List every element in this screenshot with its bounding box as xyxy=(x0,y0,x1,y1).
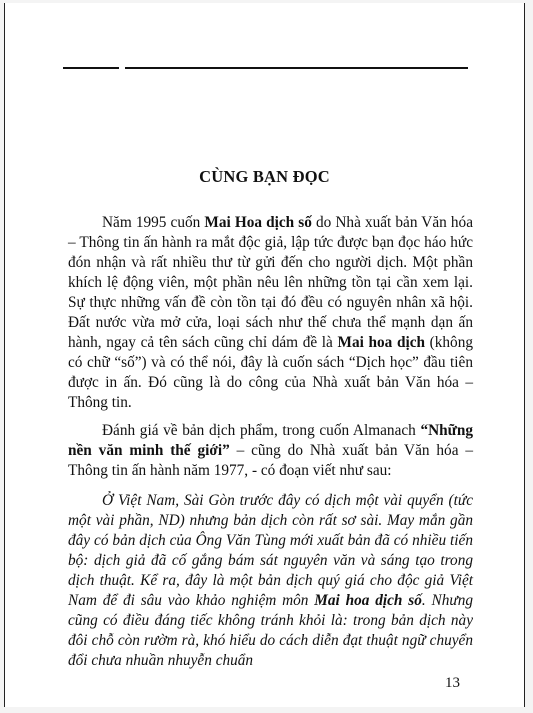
book-title-bold: Mai hoa dịch xyxy=(337,334,425,351)
body-text xyxy=(68,213,473,679)
paragraph-2: Đánh giá về bản dịch phẩm, trong cuốn Almanach “Những nền văn minh thế giới” – cũng do Nhà xuất bản Văn hóa – Thông tin ấn hành năm 1977, - có đoạn viết như sau: xyxy=(68,422,473,479)
page-number: 13 xyxy=(445,675,460,691)
almanach-title-bold: “Những nền văn minh thế giới” xyxy=(68,422,473,459)
book-page xyxy=(4,3,525,707)
paragraph-1: Năm 1995 cuốn Mai Hoa dịch số do Nhà xuất bản Văn hóa – Thông tin ấn hành ra mắt độc giả, lập tức được bạn đọc háo hức đón nhận và rất nhiều thư từ gửi đến cho người dịch. Một phần khích lệ động viên, một phần nêu lên những tồn tại cần xem lại. Sự thực những vấn đề còn tồn tại đó đều có nguyên nhân xã hội. Đất nước vừa mở cửa, loại sách như thế chưa thể mạnh dạn ấn hành, ngay cả tên sách cũng chỉ dám đề là Mai hoa dịch (không có chữ “số”) và có thể nói, đây là cuốn sách “Dịch học” đầu tiên được in ấn. Đó cũng là do công của Nhà xuất bản Văn hóa – Thông tin. xyxy=(68,214,473,411)
quote-paragraph: Ở Việt Nam, Sài Gòn trước đây có dịch một vài quyển (tức một vài phần, ND) nhưng bản dịch còn rất sơ sài. May mắn gần đây có bản dịch của Ông Văn Tùng mới xuất bản đã có nhiều tiến bộ: dịch giả đã cố gắng bám sát nguyên văn và sáng tạo trong dịch thuật. Kể ra, đây là một bản dịch quý giá cho độc giả Việt Nam để đi sâu vào khảo nghiệm môn Mai hoa dịch số. Nhưng cũng có điều đáng tiếc không tránh khỏi là: trong bản dịch này đôi chỗ còn rườm rà, khó hiểu do cách diễn đạt thuật ngữ chuyển đổi chưa nhuần nhuyễn chuẩn xyxy=(68,492,473,669)
header-rule-long xyxy=(125,67,468,69)
chapter-title: CÙNG BẠN ĐỌC xyxy=(199,167,330,186)
header-rule-short xyxy=(63,67,119,69)
book-title-bold: Mai Hoa dịch số xyxy=(204,214,312,231)
book-title-bold: Mai hoa dịch số xyxy=(314,592,422,609)
